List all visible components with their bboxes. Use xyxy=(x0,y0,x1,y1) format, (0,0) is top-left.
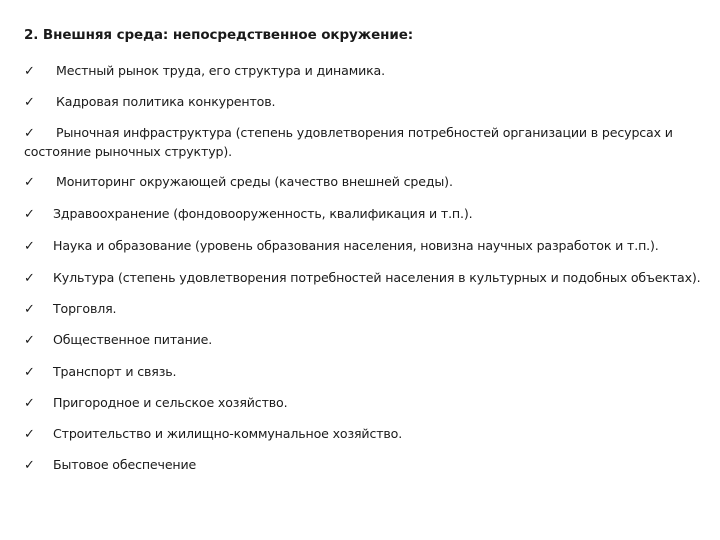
list-item-text: Рыночная инфраструктура (степень удовлетворения потребностей организации в ресурсах и состояние рыночных структур). xyxy=(24,125,673,159)
list-item xyxy=(24,205,472,224)
list-item xyxy=(24,173,453,192)
checkmark-icon: ✓ xyxy=(24,64,35,79)
checkmark-icon: ✓ xyxy=(24,365,35,380)
list-item-text: Бытовое обеспечение xyxy=(53,457,197,472)
checkmark-icon: ✓ xyxy=(24,126,35,141)
checkmark-icon: ✓ xyxy=(24,302,35,317)
list-item-text: Кадровая политика конкурентов. xyxy=(56,94,276,109)
list-item xyxy=(24,237,659,256)
list-item-text: Строительство и жилищно-коммунальное хозяйство. xyxy=(53,426,403,441)
list-item xyxy=(24,331,212,350)
list-item-text: Общественное питание. xyxy=(53,332,213,347)
list-item-text: Торговля. xyxy=(53,301,117,316)
slide-title: 2. Внешняя среда: непосредственное окружение: xyxy=(24,27,414,43)
list-item xyxy=(24,93,275,112)
list-item-text: Местный рынок труда, его структура и динамика. xyxy=(56,63,385,78)
checkmark-icon: ✓ xyxy=(24,427,35,442)
checkmark-icon: ✓ xyxy=(24,207,35,222)
checkmark-icon: ✓ xyxy=(24,458,35,473)
list-item-text: Здравоохранение (фондовооруженность, квалификация и т.п.). xyxy=(53,206,473,221)
list-item xyxy=(24,456,196,475)
list-item-text: Мониторинг окружающей среды (качество внешней среды). xyxy=(56,174,453,189)
list-item xyxy=(24,425,402,444)
checkmark-icon: ✓ xyxy=(24,271,35,286)
checkmark-icon: ✓ xyxy=(24,333,35,348)
list-item xyxy=(24,124,704,161)
list-item xyxy=(24,269,701,288)
list-item-text: Культура (степень удовлетворения потребностей населения в культурных и подобных объектах). xyxy=(53,270,701,285)
list-item-text: Пригородное и сельское хозяйство. xyxy=(53,395,288,410)
list-item xyxy=(24,363,176,382)
list-item-text: Транспорт и связь. xyxy=(53,364,177,379)
checkmark-icon: ✓ xyxy=(24,396,35,411)
list-item xyxy=(24,62,385,81)
list-item-text: Наука и образование (уровень образования населения, новизна научных разработок и т.п.). xyxy=(53,238,659,253)
checkmark-icon: ✓ xyxy=(24,95,35,110)
list-item xyxy=(24,394,287,413)
list-item xyxy=(24,300,116,319)
checkmark-icon: ✓ xyxy=(24,175,35,190)
checkmark-icon: ✓ xyxy=(24,239,35,254)
